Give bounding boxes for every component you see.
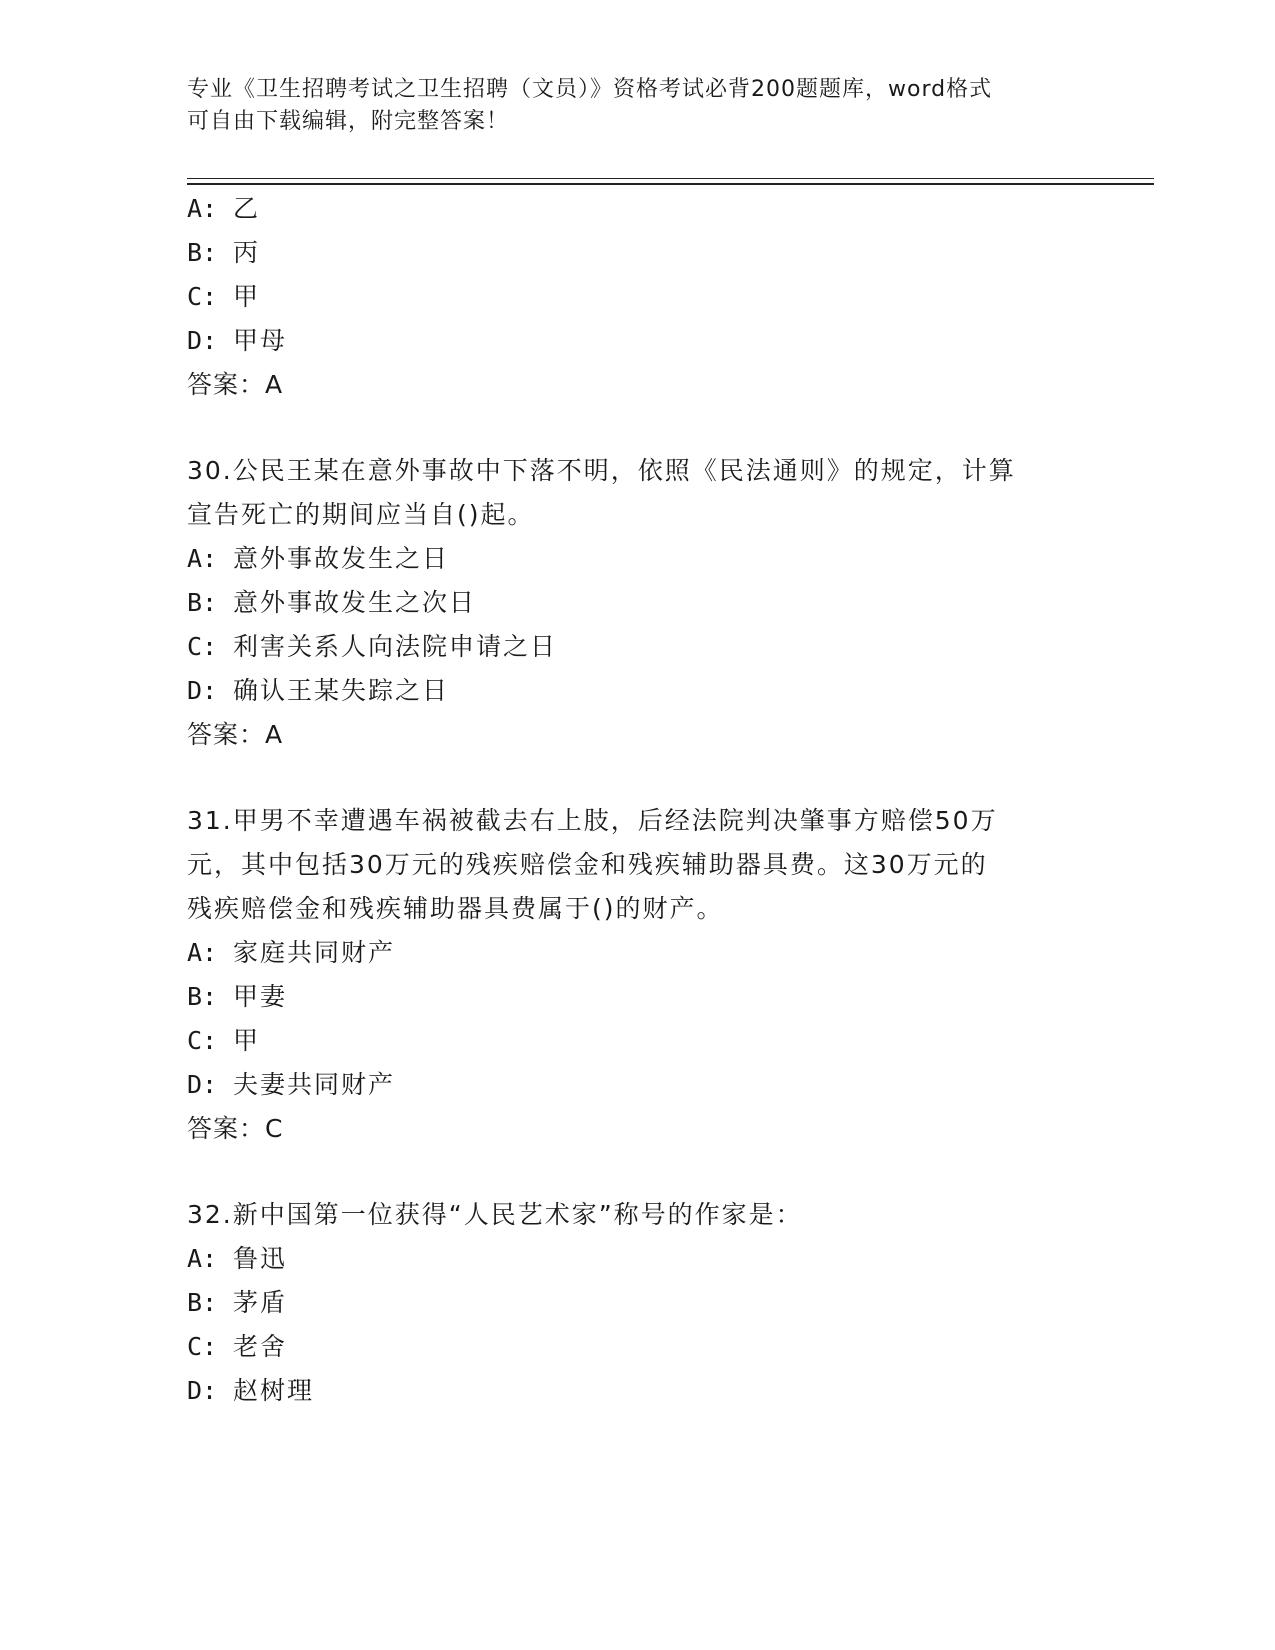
q30-option-c: C: 利害关系人向法院申请之日: [187, 632, 558, 661]
prev-option-b: B: 丙: [187, 238, 261, 267]
q31-option-c: C: 甲: [187, 1026, 261, 1055]
header-line-1: 专业《卫生招聘考试之卫生招聘（文员）》资格考试必背200题题库，word格式: [187, 77, 993, 102]
q31-option-b: B: 甲妻: [187, 982, 288, 1011]
q32-option-c: C: 老舍: [187, 1332, 288, 1361]
q30-answer: 答案：A: [187, 720, 284, 749]
q32-option-a: A: 鲁迅: [187, 1244, 288, 1273]
prev-option-a: A: 乙: [187, 194, 261, 223]
prev-option-d: D: 甲母: [187, 326, 288, 355]
header-line-2: 可自由下载编辑，附完整答案！: [187, 109, 510, 134]
q32-option-b: B: 茅盾: [187, 1288, 288, 1317]
header-divider-thin: [187, 178, 1154, 179]
q31-option-d: D: 夫妻共同财产: [187, 1070, 396, 1099]
q30-option-d: D: 确认王某失踪之日: [187, 676, 450, 705]
q32-option-d: D: 赵树理: [187, 1376, 315, 1405]
q30-option-b: B: 意外事故发生之次日: [187, 588, 477, 617]
q31-text-line-2: 元，其中包括30万元的残疾赔偿金和残疾辅助器具费。这30万元的: [187, 850, 988, 879]
q32-text-line-1: 32.新中国第一位获得“人民艺术家”称号的作家是：: [187, 1200, 803, 1229]
q30-text-line-1: 30.公民王某在意外事故中下落不明，依照《民法通则》的规定，计算: [187, 456, 1016, 485]
prev-answer: 答案：A: [187, 370, 284, 399]
q31-text-line-3: 残疾赔偿金和残疾辅助器具费属于()的财产。: [187, 894, 724, 923]
q31-option-a: A: 家庭共同财产: [187, 938, 396, 967]
q31-text-line-1: 31.甲男不幸遭遇车祸被截去右上肢，后经法院判决肇事方赔偿50万: [187, 806, 998, 835]
document-header: [187, 74, 1087, 138]
q30-text-line-2: 宣告死亡的期间应当自()起。: [187, 500, 535, 529]
header-divider-thick: [187, 183, 1154, 185]
q31-answer: 答案：C: [187, 1114, 284, 1143]
prev-option-c: C: 甲: [187, 282, 261, 311]
q30-option-a: A: 意外事故发生之日: [187, 544, 450, 573]
